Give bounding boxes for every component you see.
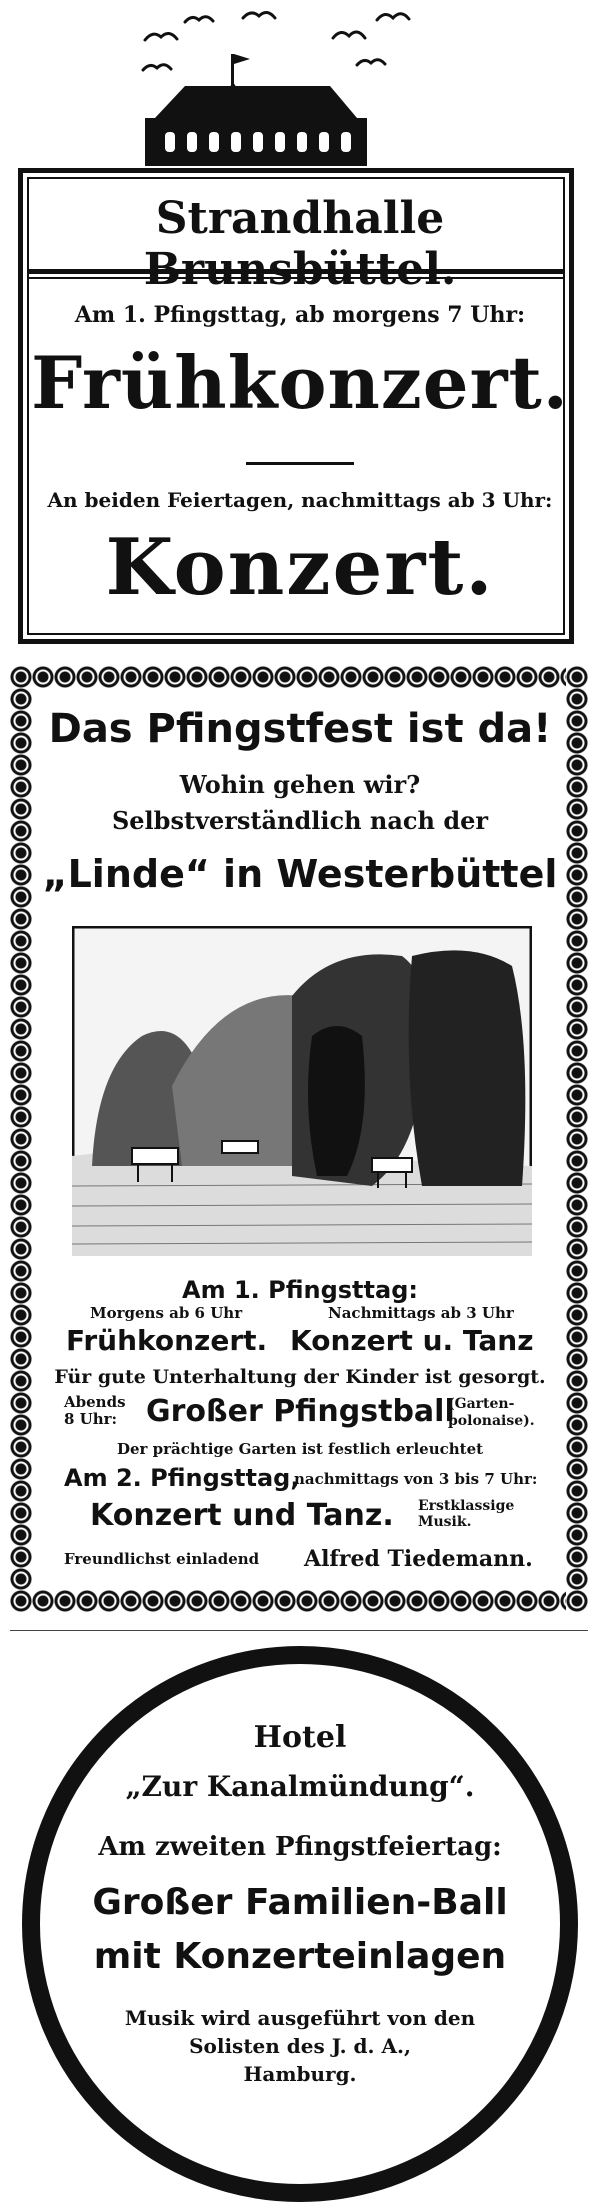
ornament-border-top [10, 666, 588, 688]
hotel-music-line1: Musik wird ausgeführt von den [124, 2006, 476, 2030]
linde-question: Wohin gehen wir? [179, 770, 421, 799]
linde-day2-event: Konzert und Tanz. [90, 1498, 394, 1533]
divider [246, 462, 354, 465]
birds-icon [143, 12, 409, 70]
linde-ball: Großer Pfingstball [146, 1394, 455, 1429]
divider [10, 1630, 588, 1631]
linde-evening-time: Abends 8 Uhr: [64, 1393, 126, 1428]
linde-ball-note: (Garten-polonaise). [448, 1396, 535, 1429]
strandhalle-line2: An beiden Feiertagen, nachmittags ab 3 Uhr: [47, 488, 553, 512]
building-icon [125, 0, 445, 170]
linde-music-note: Erstklassige Musik. [418, 1498, 515, 1530]
linde-day2: Am 2. Pfingsttag, [64, 1464, 300, 1492]
strandhalle-title: Strandhalle Brunsbüttel. [143, 193, 457, 295]
hotel-event2: mit Konzerteinlagen [93, 1936, 507, 1977]
linde-day1: Am 1. Pfingsttag: [182, 1276, 418, 1304]
hotel-label: Hotel [253, 1720, 347, 1755]
strandhalle-line1: Am 1. Pfingsttag, ab morgens 7 Uhr: [74, 302, 526, 328]
ornament-border-bottom [10, 1590, 588, 1612]
linde-signature: Alfred Tiedemann. [304, 1546, 533, 1572]
linde-morning-time: Morgens ab 6 Uhr [90, 1304, 243, 1322]
linde-morning-event: Frühkonzert. [66, 1324, 268, 1357]
fruehkonzert-heading: Frühkonzert. [31, 340, 569, 425]
linde-answer: Selbstverständlich nach der [111, 806, 489, 835]
garden-illustration [72, 926, 532, 1256]
linde-venue: „Linde“ in Westerbüttel [42, 852, 558, 896]
linde-headline: Das Pfingstfest ist da! [48, 706, 552, 752]
linde-garden: Der prächtige Garten ist festlich erleuchtet [116, 1440, 484, 1458]
linde-afternoon-event: Konzert u. Tanz [290, 1324, 534, 1357]
linde-kids: Für gute Unterhaltung der Kinder ist gesorgt. [54, 1366, 546, 1388]
hotel-music-line2: Solisten des J. d. A., [189, 2034, 411, 2058]
hotel-event: Großer Familien-Ball [92, 1882, 508, 1923]
hotel-music-line3: Hamburg. [243, 2062, 357, 2086]
hotel-date: Am zweiten Pfingstfeiertag: [98, 1832, 502, 1862]
hotel-name: „Zur Kanalmündung“. [125, 1770, 475, 1803]
konzert-heading: Konzert. [105, 522, 495, 613]
linde-day2-time: nachmittags von 3 bis 7 Uhr: [294, 1470, 538, 1488]
linde-afternoon-time: Nachmittags ab 3 Uhr [328, 1304, 514, 1322]
linde-invite: Freundlichst einladend [64, 1550, 260, 1568]
